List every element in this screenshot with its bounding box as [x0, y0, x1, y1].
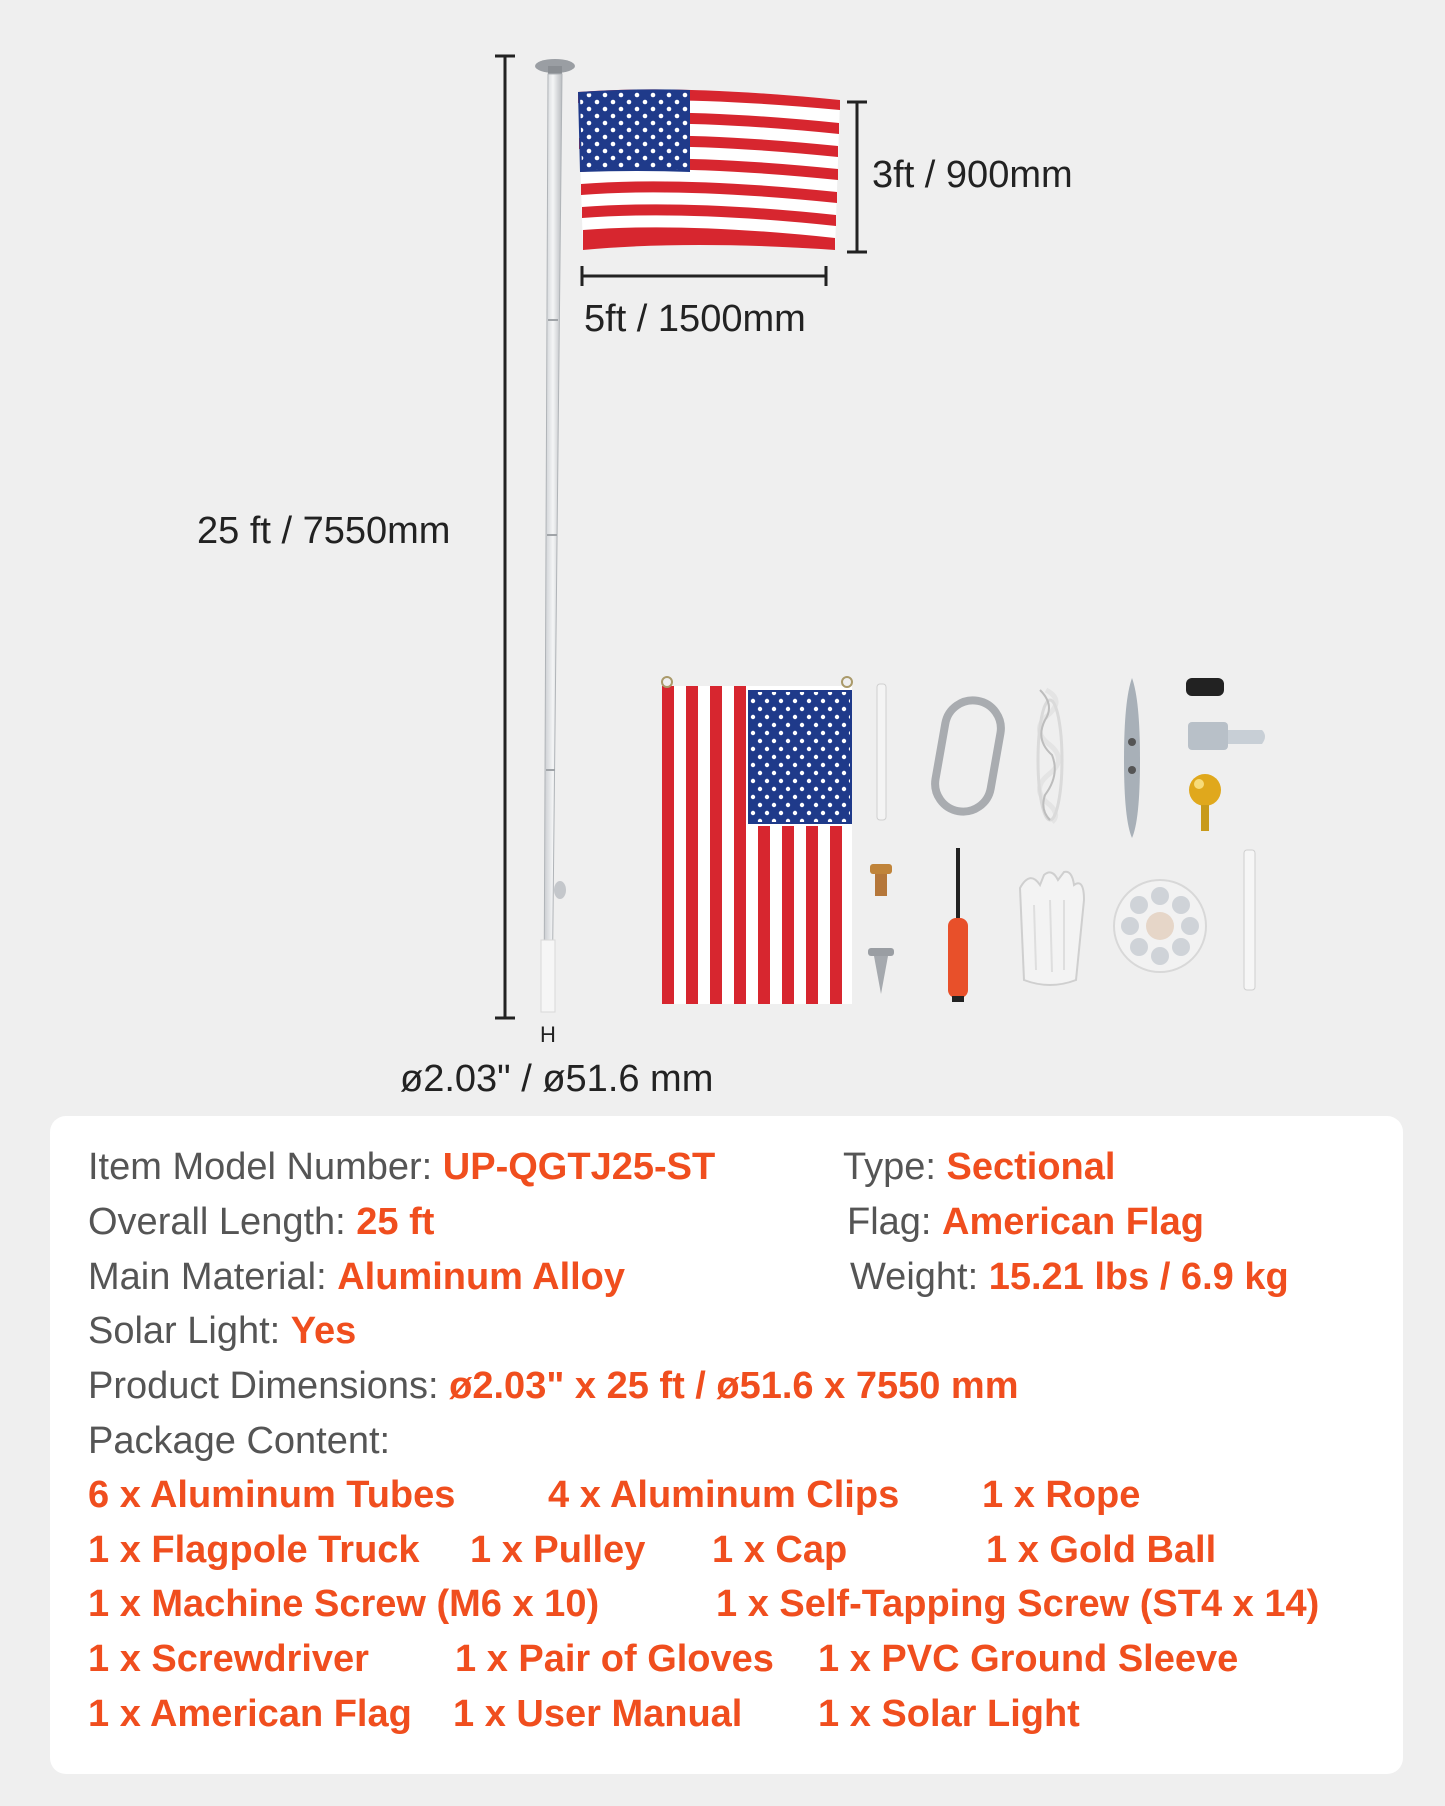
package-item: 1 x American Flag [88, 1693, 412, 1735]
spec-material-label: Main Material: [88, 1256, 338, 1298]
spec-flag [847, 1201, 1204, 1244]
package-item: 1 x User Manual [453, 1693, 743, 1735]
spec-material [88, 1256, 625, 1299]
aluminum-clip-tube-icon [877, 684, 886, 820]
base-marker: H [540, 1022, 556, 1047]
rope-icon [1038, 690, 1062, 822]
pvc-ground-sleeve-icon [1244, 850, 1255, 990]
spec-model-label: Item Model Number: [88, 1146, 443, 1188]
package-content-label: Package Content: [88, 1420, 391, 1462]
spec-flag-value: American Flag [942, 1201, 1204, 1243]
package-item: 1 x Cap [712, 1529, 848, 1571]
spec-dimensions [88, 1365, 1019, 1408]
spec-dimensions-label: Product Dimensions: [88, 1365, 450, 1407]
spec-dimensions-value: ø2.03" x 25 ft / ø51.6 x 7550 mm [449, 1365, 1019, 1407]
height-dimension-label: 25 ft / 7550mm [197, 510, 451, 552]
cleat-icon [1124, 678, 1140, 838]
american-flag-on-pole [578, 89, 840, 250]
package-item: 1 x Self-Tapping Screw (ST4 x 14) [716, 1583, 1320, 1625]
height-dimension-line [495, 56, 515, 1018]
package-item: 1 x Gold Ball [986, 1529, 1217, 1571]
package-item: 4 x Aluminum Clips [548, 1474, 900, 1516]
package-item: 1 x Pulley [470, 1529, 646, 1571]
pulley-icon [1188, 722, 1265, 750]
package-item: 1 x PVC Ground Sleeve [818, 1638, 1239, 1680]
flag-height-dimension [847, 102, 867, 252]
package-item: 1 x Screwdriver [88, 1638, 369, 1680]
flagpole [535, 59, 575, 1012]
machine-screw-icon [870, 864, 892, 896]
spec-length-value: 25 ft [356, 1201, 435, 1243]
spec-weight-label: Weight: [850, 1256, 989, 1298]
cap-icon [1186, 678, 1224, 696]
spec-type-value: Sectional [946, 1146, 1116, 1188]
flag-width-label: 5ft / 1500mm [584, 298, 806, 340]
spec-solar-value: Yes [290, 1310, 357, 1352]
american-flag-item [662, 677, 852, 1004]
package-item: 1 x Solar Light [818, 1693, 1080, 1735]
gloves-icon [1020, 872, 1084, 985]
spec-model-value: UP-QGTJ25-ST [442, 1146, 716, 1188]
flag-height-label: 3ft / 900mm [872, 154, 1073, 196]
solar-light-icon [1114, 880, 1206, 972]
spec-weight-value: 15.21 lbs / 6.9 kg [988, 1256, 1289, 1298]
spec-weight [850, 1256, 1289, 1299]
spec-card [50, 1116, 1403, 1774]
package-item: 1 x Rope [982, 1474, 1141, 1516]
package-item: 1 x Flagpole Truck [88, 1529, 420, 1571]
spec-length-label: Overall Length: [88, 1201, 357, 1243]
spec-flag-label: Flag: [847, 1201, 943, 1243]
flag-width-dimension [582, 266, 826, 286]
spec-solar [88, 1310, 356, 1353]
spec-model [88, 1146, 715, 1189]
spec-solar-label: Solar Light: [88, 1310, 291, 1352]
self-tapping-screw-icon [868, 948, 894, 994]
spec-type [843, 1146, 1115, 1189]
carabiner-icon [931, 696, 1006, 816]
gold-ball-icon [1189, 774, 1221, 831]
spec-material-value: Aluminum Alloy [337, 1256, 626, 1298]
spec-length [88, 1201, 434, 1244]
spec-type-label: Type: [843, 1146, 947, 1188]
package-item: 6 x Aluminum Tubes [88, 1474, 456, 1516]
screwdriver-icon [948, 848, 968, 1002]
diameter-label: ø2.03" / ø51.6 mm [400, 1058, 714, 1100]
package-item: 1 x Pair of Gloves [455, 1638, 774, 1680]
package-item: 1 x Machine Screw (M6 x 10) [88, 1583, 600, 1625]
